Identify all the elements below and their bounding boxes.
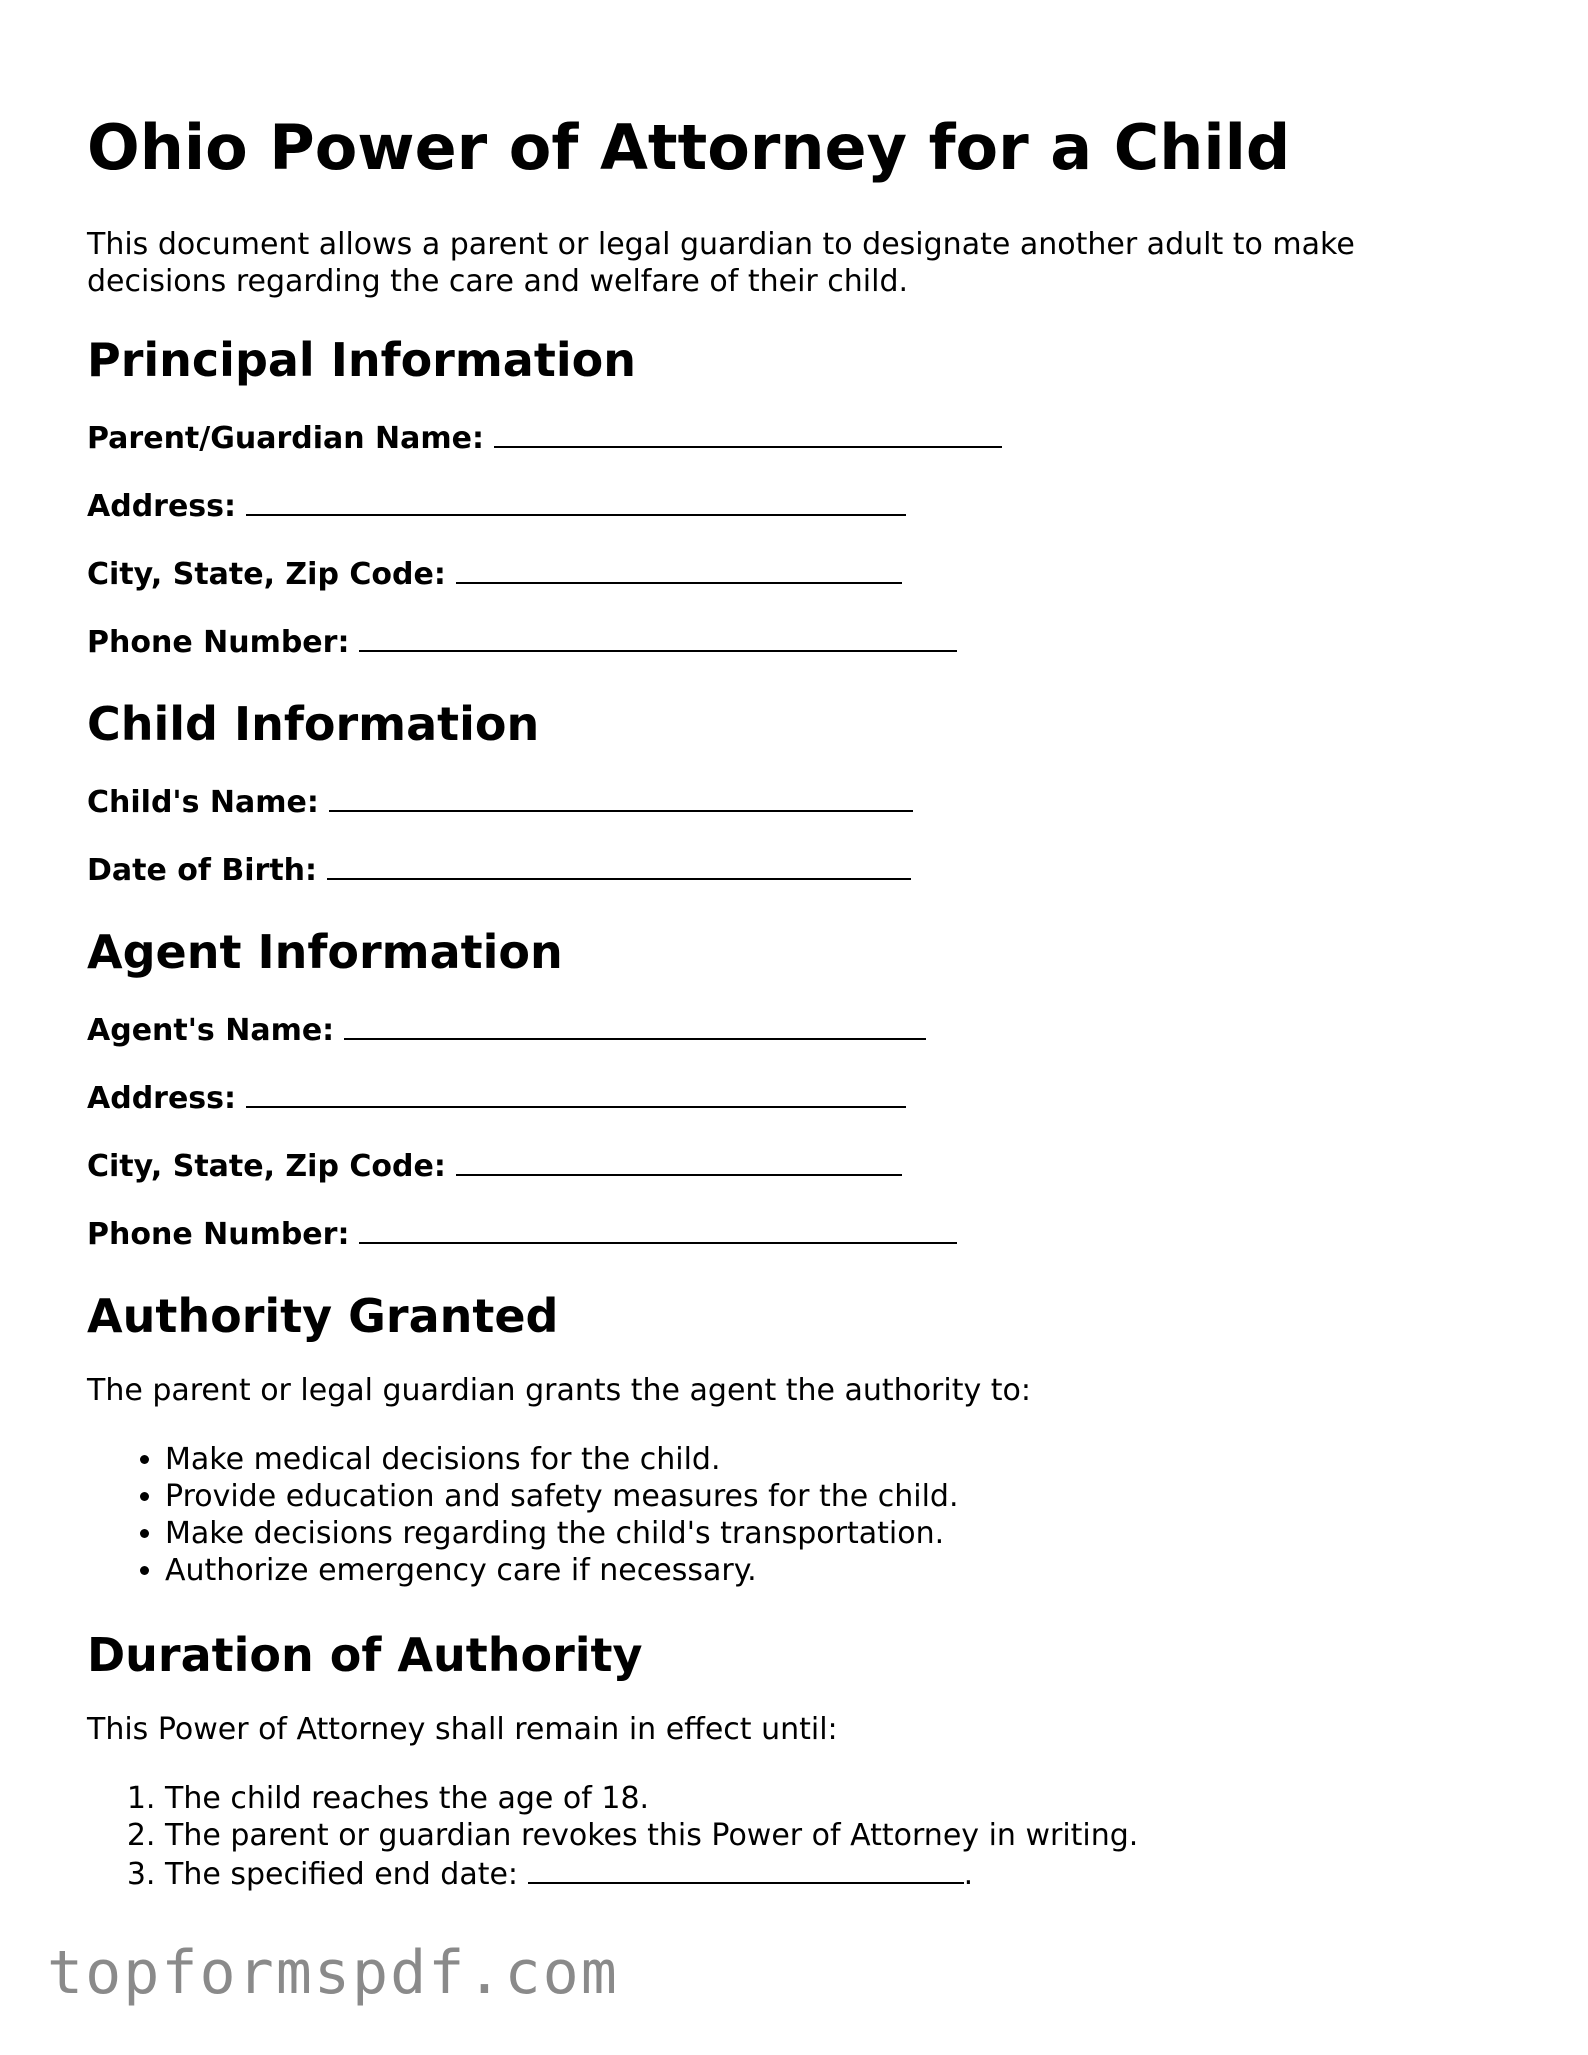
principal-address-field[interactable] [246,484,906,516]
agent-phone-row [87,1212,1507,1252]
agent-city-label: City, State, Zip Code: [87,1149,446,1184]
document-page [87,110,1507,1931]
principal-phone-field[interactable] [359,620,957,652]
principal-city-row [87,552,1507,592]
principal-address-label: Address: [87,489,237,524]
end-date-suffix: . [963,1857,974,1892]
agent-name-field[interactable] [344,1008,926,1040]
duration-intro: This Power of Attorney shall remain in effect until: [87,1712,838,1747]
authority-intro: The parent or legal guardian grants the agent the authority to: [87,1373,1031,1408]
principal-phone-row [87,620,1507,660]
principal-city-label: City, State, Zip Code: [87,557,446,592]
child-dob-label: Date of Birth: [87,853,318,888]
authority-item: • Provide education and safety measures for the child. [165,1478,1507,1515]
duration-item-end-date [165,1854,1507,1893]
document-intro: This document allows a parent or legal guardian to designate another adult to make decisions regarding the care and welfare of their child. [87,227,1355,299]
principal-name-row [87,416,1507,456]
duration-end-date-label: The specified end date: [165,1857,519,1892]
child-name-label: Child's Name: [87,785,319,820]
principal-city-field[interactable] [456,552,902,584]
duration-list [87,1780,1507,1893]
child-name-field[interactable] [329,780,913,812]
authority-item: • Make decisions regarding the child's transportation. [165,1515,1507,1552]
agent-phone-label: Phone Number: [87,1217,350,1252]
child-heading: Child Information [87,697,540,751]
authority-item: • Authorize emergency care if necessary. [165,1552,1507,1589]
duration-item: 2. The parent or guardian revokes this Power of Attorney in writing. [165,1817,1507,1854]
agent-city-row [87,1144,1507,1184]
principal-heading: Principal Information [87,333,636,387]
principal-name-field[interactable] [494,416,1002,448]
agent-address-field[interactable] [246,1076,906,1108]
agent-name-row [87,1008,1507,1048]
principal-address-row [87,484,1507,524]
document-title: Ohio Power of Attorney for a Child [87,111,1291,184]
agent-heading: Agent Information [87,925,563,979]
child-dob-field[interactable] [327,848,911,880]
principal-phone-label: Phone Number: [87,625,350,660]
authority-item: • Make medical decisions for the child. [165,1441,1507,1478]
child-dob-row [87,848,1507,888]
authority-list [87,1441,1507,1589]
agent-address-row [87,1076,1507,1116]
agent-name-label: Agent's Name: [87,1013,335,1048]
agent-phone-field[interactable] [359,1212,957,1244]
principal-name-label: Parent/Guardian Name: [87,421,485,456]
child-name-row [87,780,1507,820]
watermark: topformspdf.com [47,1938,619,2008]
agent-city-field[interactable] [456,1144,902,1176]
authority-heading: Authority Granted [87,1289,559,1343]
duration-heading: Duration of Authority [87,1628,643,1682]
agent-address-label: Address: [87,1081,237,1116]
duration-item: 1. The child reaches the age of 18. [165,1780,1507,1817]
end-date-field[interactable] [528,1854,964,1884]
